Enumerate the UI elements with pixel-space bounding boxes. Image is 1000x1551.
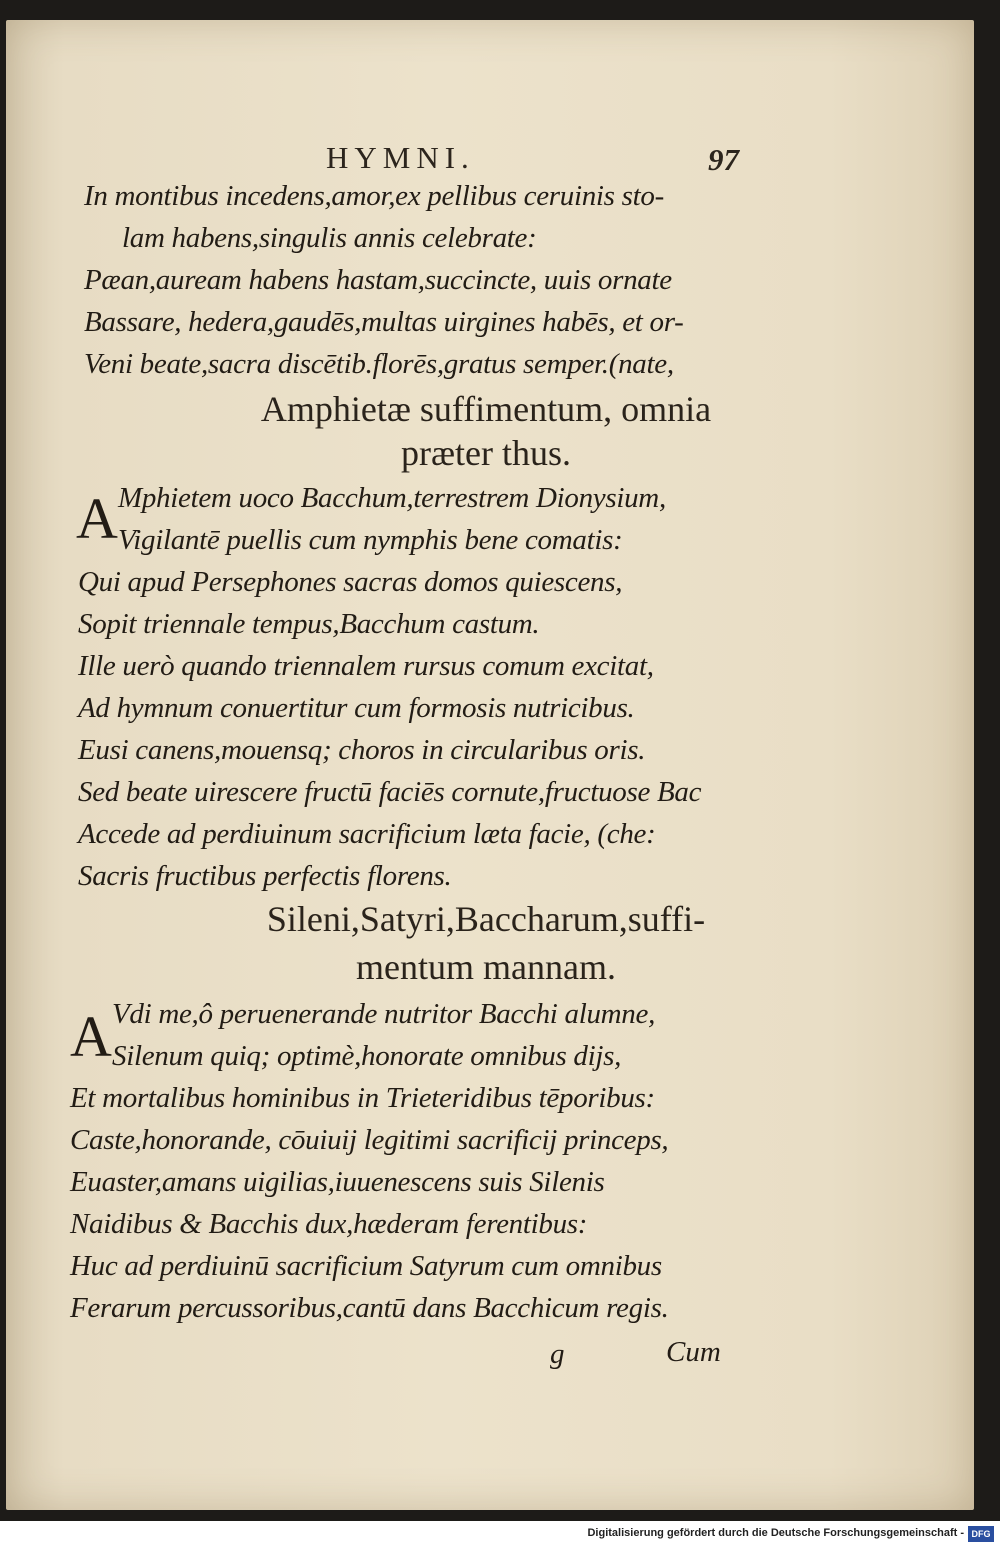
text-line: lam habens,singulis annis celebrate: [122, 222, 537, 254]
text-line: Ad hymnum conuertitur cum formosis nutricibus. [78, 692, 635, 724]
drop-cap: A [76, 486, 118, 551]
signature-mark: g [550, 1338, 565, 1370]
text-line: Euaster,amans uigilias,iuuenescens suis Silenis [70, 1166, 605, 1198]
section-heading: præter thus. [401, 433, 571, 473]
text-line: Silenum quiq; optimè,honorate omnibus dijs, [112, 1040, 622, 1072]
text-line: Pæan,auream habens hastam,succincte, uuis ornate [84, 264, 672, 296]
running-head: HYMNI. [326, 140, 475, 175]
text-line: Huc ad perdiuinū sacrificium Satyrum cum omnibus [70, 1250, 662, 1282]
text-line: Sed beate uirescere fructū faciēs cornute,fructuose Bac [78, 776, 702, 808]
section-heading: Amphietæ suffimentum, omnia [260, 389, 712, 429]
section-heading: Sileni,Satyri,Baccharum,suffi- [266, 899, 706, 939]
section-heading: mentum mannam. [356, 947, 616, 987]
page-number: 97 [708, 142, 739, 177]
text-line: Ferarum percussoribus,cantū dans Bacchicum regis. [70, 1292, 669, 1324]
text-line: Accede ad perdiuinum sacrificium læta facie, (che: [78, 818, 656, 850]
credit-bar [0, 1521, 1000, 1551]
text-line: Eusi canens,mouensq; choros in circularibus oris. [78, 734, 646, 766]
text-line: Naidibus & Bacchis dux,hæderam ferentibus: [70, 1208, 588, 1240]
drop-cap: A [70, 1004, 112, 1069]
dfg-logo-icon: DFG [968, 1526, 994, 1542]
text-line: Vigilantē puellis cum nymphis bene comatis: [118, 524, 623, 556]
text-line: In montibus incedens,amor,ex pellibus ceruinis sto- [84, 180, 664, 212]
book-page [6, 20, 974, 1510]
text-line: Vdi me,ô peruenerande nutritor Bacchi alumne, [112, 998, 656, 1030]
page-header [6, 140, 974, 180]
text-line: Sacris fructibus perfectis florens. [78, 860, 452, 892]
catchword: Cum [666, 1336, 721, 1368]
funding-credit: Digitalisierung gefördert durch die Deutsche Forschungsgemeinschaft - [587, 1527, 964, 1539]
text-line: Caste,honorande, cōuiuij legitimi sacrificij princeps, [70, 1124, 669, 1156]
text-line: Veni beate,sacra discētib.florēs,gratus semper.(nate, [84, 348, 674, 380]
text-line: Qui apud Persephones sacras domos quiescens, [78, 566, 623, 598]
text-line: Et mortalibus hominibus in Trieteridibus tēporibus: [70, 1082, 655, 1114]
text-line: Mphietem uoco Bacchum,terrestrem Dionysium, [118, 482, 666, 514]
text-line: Ille uerò quando triennalem rursus comum excitat, [78, 650, 654, 682]
text-line: Sopit triennale tempus,Bacchum castum. [78, 608, 540, 640]
text-line: Bassare, hedera,gaudēs,multas uirgines habēs, et or- [84, 306, 684, 338]
